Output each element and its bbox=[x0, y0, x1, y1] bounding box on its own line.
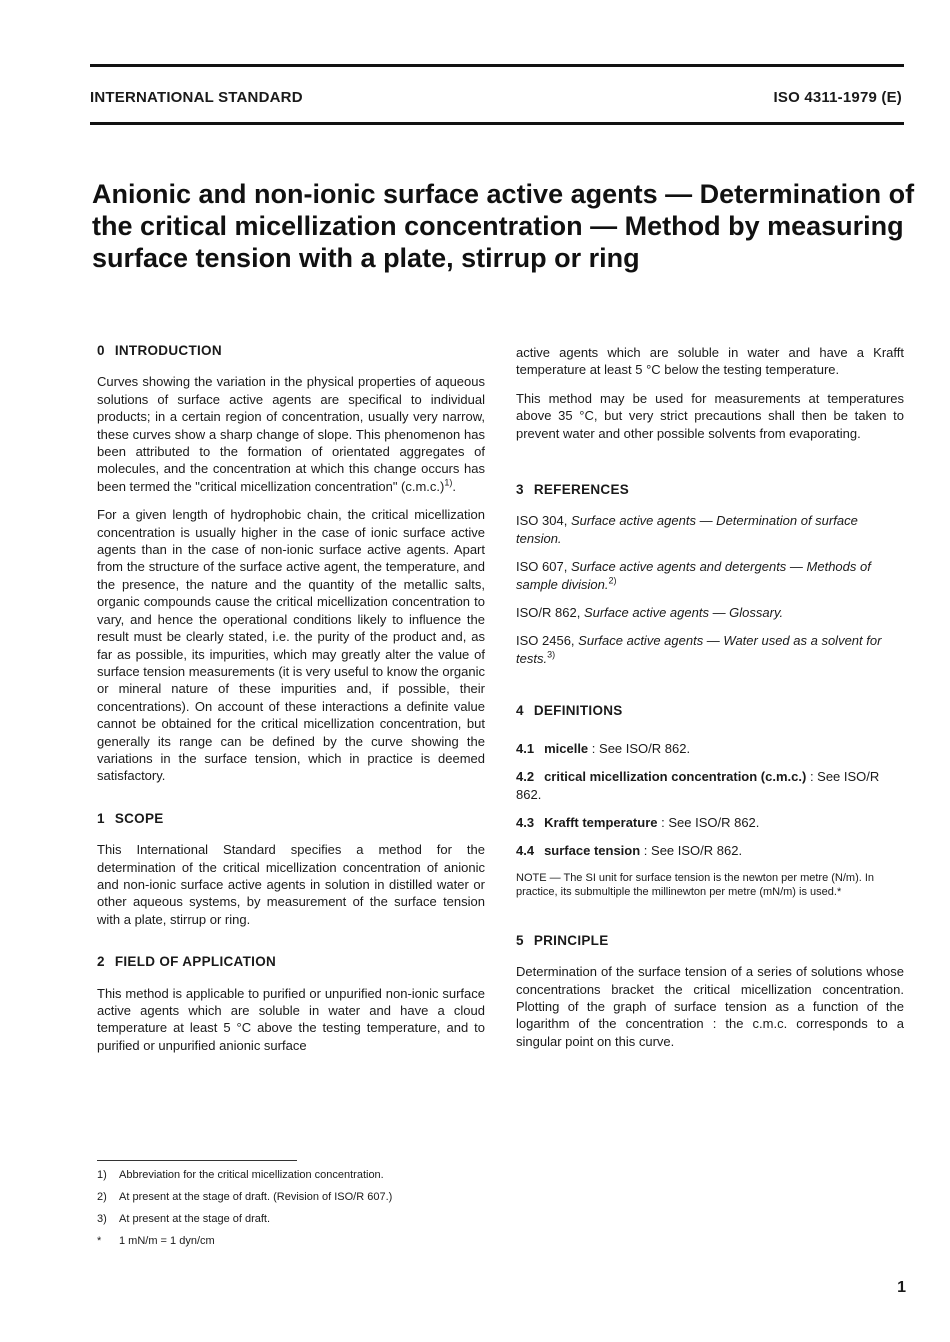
footnote-3: 3) At present at the stage of draft. bbox=[97, 1213, 271, 1225]
footnote-ref-1[interactable]: 1) bbox=[444, 477, 453, 488]
reference-iso-607: ISO 607, Surface active agents and detergents — Methods of sample division.$^{2)}$ bbox=[516, 559, 871, 592]
definition-surface-tension: 4.4 surface tension : See ISO/R 862. bbox=[516, 843, 743, 859]
footnotes bbox=[97, 1168, 392, 1256]
intro-paragraph-2: For a given length of hydrophobic chain, the critical micellization concentration is usually higher in the case of ionic surface active agents than in the case of non-ionic surface active agents. Apart from the structure of the surface active agent, the temperature, and the presence, the nature and the quantity of the metallic salts, organic compounds cause the critical micellization concentration to vary, and hence the operational conditions likely to influence the result must be clearly stated, i.e. the purity of the product and, as far as possible, its impurities, which may greatly alter the value of surface tension measurements (it is very useful to know the organic or mineral nature of these impurities and, if possible, their concentrations). On account of these interactions a definite value cannot be obtained for the critical micellization concentration, but generally its range can be defined by the curve showing the variations in the surface tension, which in practice is deemed satisfactory. bbox=[97, 507, 486, 784]
section-heading-definitions: 4 DEFINITIONS bbox=[516, 703, 623, 719]
footnote-1: 1) Abbreviation for the critical micellization concentration. bbox=[97, 1169, 384, 1181]
scope-paragraph: This International Standard specifies a method for the determination of the critical micellization concentration of anionic and non-ionic surface active agents in solution in distilled water or other aqueous systems, by measurement of the surface tension with a plate, stirrup or ring. bbox=[97, 842, 485, 927]
definition-cmc: 4.2 critical micellization concentration (c.m.c.) : See ISO/R 862. bbox=[516, 769, 880, 802]
right-column bbox=[516, 344, 904, 1061]
standard-number: ISO 4311-1979 (E) bbox=[773, 89, 902, 106]
page-number: 1 bbox=[897, 1279, 906, 1296]
section-heading-principle: 5 PRINCIPLE bbox=[516, 932, 609, 948]
section-heading-field-of-application: 2 FIELD OF APPLICATION bbox=[97, 954, 277, 970]
definitions-note: NOTE — The SI unit for surface tension is the newton per metre (N/m). In practice, its submultiple the millinewton per metre (mN/m) is used.* bbox=[516, 871, 875, 898]
definition-krafft-temperature: 4.3 Krafft temperature : See ISO/R 862. bbox=[516, 814, 760, 830]
field-paragraph-1-continued: active agents which are soluble in water and have a Krafft temperature at least 5 °C below the testing temperature. bbox=[516, 345, 904, 378]
section-heading-scope: 1 SCOPE bbox=[97, 810, 164, 826]
reference-iso-304: ISO 304, Surface active agents — Determination of surface tension. bbox=[516, 513, 858, 546]
field-paragraph-1: This method is applicable to purified or unpurified non-ionic surface active agents which are soluble in water and have a cloud temperature at least 5 °C above the testing temperature, and to purified or unpurified anionic surface bbox=[97, 985, 485, 1053]
footnote-ref-2[interactable]: 2) bbox=[608, 575, 617, 586]
document-type-label: INTERNATIONAL STANDARD bbox=[90, 89, 303, 106]
section-heading-references: 3 REFERENCES bbox=[516, 482, 630, 498]
footnote-separator bbox=[97, 1160, 297, 1161]
principle-paragraph: Determination of the surface tension of a series of solutions whose concentrations bracket the critical micellization concentration. Plotting of the graph of surface tension as a function of the logarithm of the concentration : the c.m.c. corresponds to a singular point on this curve. bbox=[516, 964, 904, 1049]
reference-iso-2456: ISO 2456, Surface active agents — Water used as a solvent for tests.$^{3)}$ bbox=[516, 633, 882, 666]
field-paragraph-2: This method may be used for measurements at temperatures above 35 °C, but very strict precautions shall then be taken to prevent water and other possible solvents from evaporating. bbox=[516, 390, 904, 441]
section-heading-introduction: 0 INTRODUCTION bbox=[97, 343, 222, 358]
reference-iso-r-862: ISO/R 862, Surface active agents — Glossary. bbox=[516, 605, 784, 621]
left-column bbox=[97, 342, 485, 1065]
footnote-ref-3[interactable]: 3) bbox=[547, 649, 556, 660]
definition-micelle: 4.1 micelle : See ISO/R 862. bbox=[516, 740, 691, 756]
footnote-2: 2) At present at the stage of draft. (Revision of ISO/R 607.) bbox=[97, 1191, 393, 1203]
document-title: Anionic and non-ionic surface active agents — Determination of the critical micellization concentration — Method by measuring surface tension with a plate, stirrup or ring bbox=[92, 179, 915, 273]
header-top-rule bbox=[90, 64, 904, 67]
intro-paragraph-1: Curves showing the variation in the physical properties of aqueous solutions of surface active agents are specifical to individual products; in a certain region of concentration, usually very narrow, these curves show a sharp change of slope. This phenomenon has been attributed to the formation of orientated aggregates of molecules, and the concentration at which this change occurs has been termed the "critical micellization concentration" $(c.m.c.)^{1)}$. bbox=[97, 374, 485, 494]
footnote-asterisk: * 1 mN/m = 1 dyn/cm bbox=[97, 1235, 215, 1247]
header-bottom-rule bbox=[90, 122, 904, 125]
